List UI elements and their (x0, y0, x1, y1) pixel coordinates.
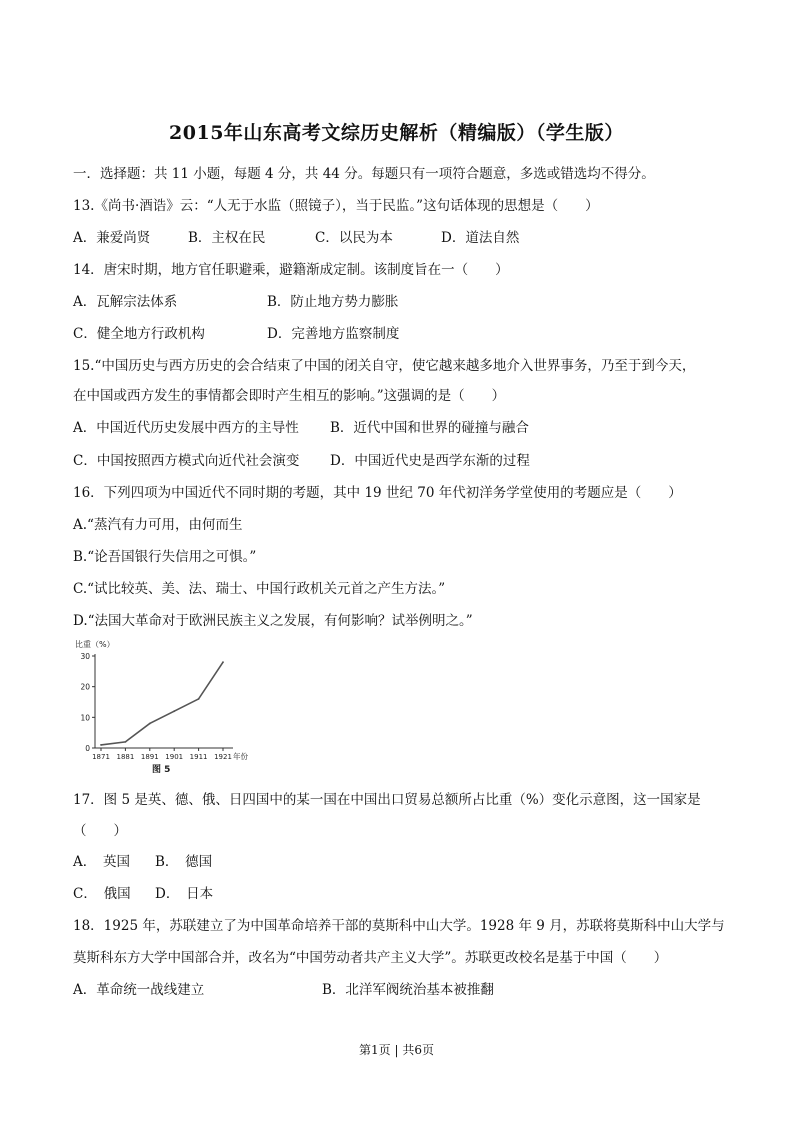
page-title: 2015年山东高考文综历史解析（精编版）（学生版） (169, 122, 624, 144)
chart-data-point (173, 710, 175, 712)
question-16-option-c: C.“试比较英、美、法、瑞士、中国行政机关元首之产生方法。” (73, 581, 446, 597)
question-15-stem-line-1: 15.“中国历史与西方历史的会合结束了中国的闭关自守，使它越来越多地介入世界事务，乃至于到今天， (73, 358, 696, 374)
question-18-stem-line-1: 18．1925 年，苏联建立了为中国革命培养干部的莫斯科中山大学。1928 年 9 月，苏联将莫斯科中山大学与 (73, 918, 725, 934)
chart-y-tick-label: 20 (80, 682, 90, 692)
chart-y-tick-label: 30 (80, 652, 90, 661)
chart-x-tick-label: 1901 (165, 753, 184, 761)
chart-data-point (100, 744, 102, 746)
question-13-option-a: A．兼爱尚贤 (73, 230, 151, 246)
chart-x-tick-label: 1881 (116, 753, 135, 761)
question-15-option-b: B．近代中国和世界的碰撞与融合 (330, 420, 529, 436)
question-13-option-b: B．主权在民 (188, 230, 266, 246)
question-18-option-b: B．北洋军阀统治基本被推翻 (322, 982, 494, 998)
question-15-stem-line-2: 在中国或西方发生的事情都会即时产生相互的影响。”这强调的是（ ） (73, 388, 506, 404)
question-16-option-b: B.“论吾国银行失信用之可惧。” (73, 549, 257, 565)
question-14-option-b: B．防止地方势力膨胀 (267, 294, 399, 310)
question-15-option-c: C．中国按照西方模式向近代社会演变 (73, 453, 300, 469)
section-instructions: 一．选择题：共 11 小题，每题 4 分，共 44 分。每题只有一项符合题意，多选或错选均不得分。 (73, 166, 655, 182)
question-18-option-a: A．革命统一战线建立 (73, 982, 205, 998)
chart-x-tick-label: 1871 (92, 753, 110, 761)
question-17-option-a: A． 英国 (73, 854, 130, 870)
page-footer: 第1页 | 共6页 (359, 1043, 434, 1057)
chart-x-tick-label: 1891 (140, 753, 159, 761)
question-13-option-c: C．以民为本 (315, 230, 393, 246)
question-16-stem: 16．下列四项为中国近代不同时期的考题，其中 19 世纪 70 年代初洋务学堂使用的考题应是（ ） (73, 485, 682, 501)
question-17-option-c: C． 俄国 (73, 886, 131, 902)
chart-svg (73, 636, 273, 778)
chart-data-point (222, 661, 224, 663)
chart-x-tick-label: 1921 (214, 753, 232, 761)
question-14-option-c: C．健全地方行政机构 (73, 326, 205, 342)
chart-data-point (125, 741, 127, 743)
question-17-stem-line-2: （ ） (73, 823, 127, 839)
question-17-option-b: B． 德国 (155, 854, 213, 870)
chart-y-tick-label: 0 (85, 744, 90, 753)
chart-data-point (149, 723, 151, 725)
chart-title: 图 5 (152, 765, 171, 775)
question-13-option-d: D．道法自然 (441, 230, 520, 246)
question-14-option-d: D．完善地方监察制度 (267, 326, 400, 342)
question-15-option-a: A．中国近代历史发展中西方的主导性 (73, 420, 299, 436)
question-15-option-d: D．中国近代史是西学东渐的过程 (330, 453, 530, 469)
question-16-option-a: A.“蒸汽有力可用，由何而生 (73, 517, 243, 533)
question-17-option-d: D． 日本 (155, 886, 214, 902)
figure-5-chart (73, 636, 273, 778)
chart-y-tick-label: 10 (80, 713, 90, 723)
question-16-option-d: D.“法国大革命对于欧洲民族主义之发展，有何影响？试举例明之。” (73, 613, 473, 629)
question-18-stem-line-2: 莫斯科东方大学中国部合并，改名为“中国劳动者共产主义大学”。苏联更改校名是基于中国（ ） (73, 950, 668, 966)
chart-x-tick-label: 1911 (189, 753, 208, 761)
chart-x-unit-label: 年份 (233, 752, 248, 761)
chart-series-line (101, 662, 223, 745)
question-13-stem: 13.《尚书·酒诰》云：“人无于水监（照镜子），当于民监。”这句话体现的思想是（ ） (73, 198, 599, 214)
question-14-stem: 14．唐宋时期，地方官任职避乘，避籍渐成定制。该制度旨在一（ ） (73, 262, 509, 278)
question-14-option-a: A．瓦解宗法体系 (73, 294, 178, 310)
chart-ylabel: 比重（%） (75, 640, 115, 649)
chart-data-point (198, 698, 200, 700)
question-17-stem-line-1: 17．图 5 是英、德、俄、日四国中的某一国在中国出口贸易总额所占比重（%）变化示意图，这一国家是 (73, 792, 701, 808)
